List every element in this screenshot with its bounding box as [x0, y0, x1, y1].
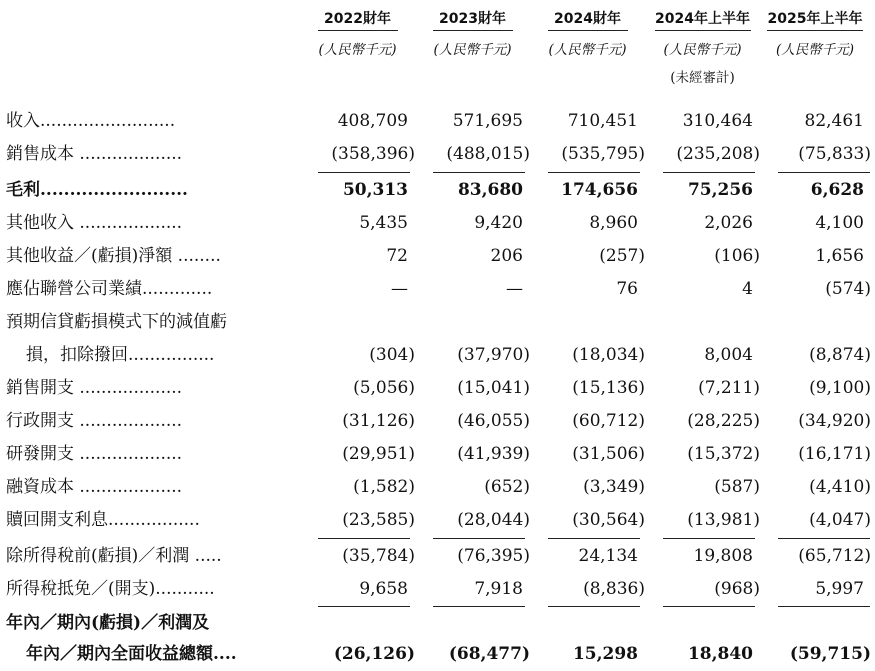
cell-value: 710,451: [567, 111, 638, 131]
cell-value: (35,784): [342, 546, 415, 566]
column-year: 2025年上半年: [767, 11, 863, 27]
cell-value: (488,015): [446, 144, 530, 164]
column-unit: (人民幣千元): [548, 42, 627, 58]
row-label: 收入.........................: [6, 111, 176, 131]
cell-value: 2,026: [704, 213, 753, 233]
cell-value: 9,420: [474, 213, 523, 233]
row-impairment-losses: [0, 339, 875, 371]
column-header-2022: [300, 10, 415, 59]
column-year: 2022財年: [324, 11, 391, 27]
column-year: 2023財年: [439, 11, 506, 27]
cell-value: (235,208): [676, 144, 760, 164]
row-label: 銷售開支 ...................: [6, 378, 183, 398]
cell-value: (28,044): [457, 510, 530, 530]
column-unit: (人民幣千元): [318, 42, 397, 58]
column-header-2024-h1: [645, 10, 760, 87]
column-note: (未經審計): [670, 70, 735, 86]
cell-value: 50,313: [342, 180, 408, 200]
row-finance-costs: [0, 471, 875, 503]
cell-value: (358,396): [331, 144, 415, 164]
column-underline: [655, 30, 751, 31]
row-redemption-interest: [0, 504, 875, 536]
cell-value: 15,298: [572, 644, 638, 664]
cell-value: (1,582): [353, 477, 415, 497]
cell-value: (257): [599, 246, 645, 266]
row-label: 除所得稅前(虧損)／利潤 .....: [6, 546, 222, 566]
cell-value: 5,435: [359, 213, 408, 233]
cell-value: (3,349): [583, 477, 645, 497]
row-label: 預期信貸虧損模式下的減值虧: [6, 312, 227, 332]
cell-value: 18,840: [687, 644, 753, 664]
cell-value: (76,395): [457, 546, 530, 566]
cell-value: 8,004: [704, 345, 753, 365]
cell-value: 408,709: [337, 111, 408, 131]
column-year: 2024財年: [554, 11, 621, 27]
row-label: 應佔聯營公司業績.............: [6, 279, 213, 299]
cell-value: 82,461: [804, 111, 864, 131]
cell-value: (13,981): [687, 510, 760, 530]
cell-value: 83,680: [457, 180, 523, 200]
cell-value: (23,585): [342, 510, 415, 530]
column-underline: [767, 30, 863, 31]
cell-value: 1,656: [815, 246, 864, 266]
column-underline: [548, 30, 628, 31]
cell-value: 75,256: [687, 180, 753, 200]
cell-value: (8,874): [809, 345, 871, 365]
row-gross-profit: [0, 174, 875, 206]
column-underline: [433, 30, 513, 31]
cell-value: 4,100: [815, 213, 864, 233]
column-unit: (人民幣千元): [663, 42, 742, 58]
cell-value: (7,211): [698, 378, 760, 398]
subtotal-rule: [318, 538, 410, 539]
cell-value: —: [391, 279, 408, 299]
row-label: 其他收入 ...................: [6, 213, 183, 233]
cell-value: (15,372): [687, 444, 760, 464]
cell-value: 571,695: [452, 111, 523, 131]
column-unit: (人民幣千元): [775, 42, 855, 58]
row-label: 其他收益／(虧損)淨額 ........: [6, 246, 221, 266]
subtotal-rule: [548, 172, 640, 173]
cell-value: (75,833): [798, 144, 871, 164]
cell-value: (30,564): [572, 510, 645, 530]
cell-value: 72: [386, 246, 408, 266]
cell-value: (4,410): [809, 477, 871, 497]
cell-value: (587): [714, 477, 760, 497]
subtotal-rule: [663, 172, 755, 173]
row-other-income: [0, 207, 875, 239]
row-other-gains-losses: [0, 240, 875, 272]
cell-value: (31,126): [342, 411, 415, 431]
cell-value: 206: [490, 246, 523, 266]
subtotal-rule: [778, 172, 870, 173]
row-income-tax: [0, 573, 875, 605]
row-revenue: [0, 105, 875, 137]
cell-value: (31,506): [572, 444, 645, 464]
row-label: 研發開支 ...................: [6, 444, 183, 464]
cell-value: 7,918: [474, 579, 523, 599]
cell-value: (8,836): [583, 579, 645, 599]
cell-value: 8,960: [589, 213, 638, 233]
cell-value: (28,225): [687, 411, 760, 431]
cell-value: 19,808: [693, 546, 753, 566]
cell-value: —: [506, 279, 523, 299]
subtotal-rule: [318, 172, 410, 173]
cell-value: (26,126): [333, 644, 415, 664]
cell-value: (9,100): [809, 378, 871, 398]
cell-value: (106): [714, 246, 760, 266]
cell-value: (37,970): [457, 345, 530, 365]
row-label: 行政開支 ...................: [6, 411, 183, 431]
cell-value: (535,795): [561, 144, 645, 164]
cell-value: 174,656: [561, 180, 638, 200]
subtotal-rule: [548, 538, 640, 539]
row-label: 年內／期內(虧損)／利潤及: [6, 613, 210, 633]
cell-value: (65,712): [798, 546, 871, 566]
cell-value: (34,920): [798, 411, 871, 431]
cell-value: (652): [484, 477, 530, 497]
column-unit: (人民幣千元): [433, 42, 512, 58]
row-label: 贖回開支利息.................: [6, 510, 200, 530]
row-total-heading: [0, 607, 875, 639]
cell-value: 24,134: [578, 546, 638, 566]
cell-value: (59,715): [789, 644, 871, 664]
row-label: 毛利.........................: [6, 180, 188, 200]
subtotal-rule: [663, 538, 755, 539]
subtotal-rule: [778, 538, 870, 539]
row-label: 銷售成本 ...................: [6, 144, 183, 164]
cell-value: 310,464: [682, 111, 753, 131]
column-header-2025-h1: [760, 10, 870, 59]
cell-value: (4,047): [809, 510, 871, 530]
column-header-2024: [530, 10, 645, 59]
cell-value: (15,136): [572, 378, 645, 398]
cell-value: (68,477): [448, 644, 530, 664]
row-share-of-associates: [0, 273, 875, 305]
cell-value: 9,658: [359, 579, 408, 599]
row-label: 年內／期內全面收益總額....: [26, 644, 237, 664]
row-selling-expenses: [0, 372, 875, 404]
row-label: 所得稅抵免／(開支)...........: [6, 579, 215, 599]
row-total-comprehensive-income: [0, 638, 875, 670]
column-header-2023: [415, 10, 530, 59]
column-year: 2024年上半年: [655, 11, 750, 27]
cell-value: 5,997: [815, 579, 864, 599]
row-label: 融資成本 ...................: [6, 477, 183, 497]
row-label: 損，扣除撥回................: [26, 345, 215, 365]
cell-value: (41,939): [457, 444, 530, 464]
row-profit-before-tax: [0, 540, 875, 572]
cell-value: (16,171): [798, 444, 871, 464]
row-rnd-expenses: [0, 438, 875, 470]
cell-value: (15,041): [457, 378, 530, 398]
subtotal-rule: [433, 172, 525, 173]
row-admin-expenses: [0, 405, 875, 437]
subtotal-rule: [433, 538, 525, 539]
cell-value: 6,628: [810, 180, 864, 200]
cell-value: 4: [742, 279, 753, 299]
cell-value: (304): [369, 345, 415, 365]
row-ecl-heading: [0, 306, 875, 338]
cell-value: (5,056): [353, 378, 415, 398]
row-cost-of-sales: [0, 138, 875, 170]
column-underline: [318, 30, 398, 31]
cell-value: (18,034): [572, 345, 645, 365]
cell-value: (29,951): [342, 444, 415, 464]
cell-value: (968): [714, 579, 760, 599]
cell-value: (60,712): [572, 411, 645, 431]
cell-value: (46,055): [457, 411, 530, 431]
cell-value: 76: [616, 279, 638, 299]
cell-value: (574): [825, 279, 871, 299]
